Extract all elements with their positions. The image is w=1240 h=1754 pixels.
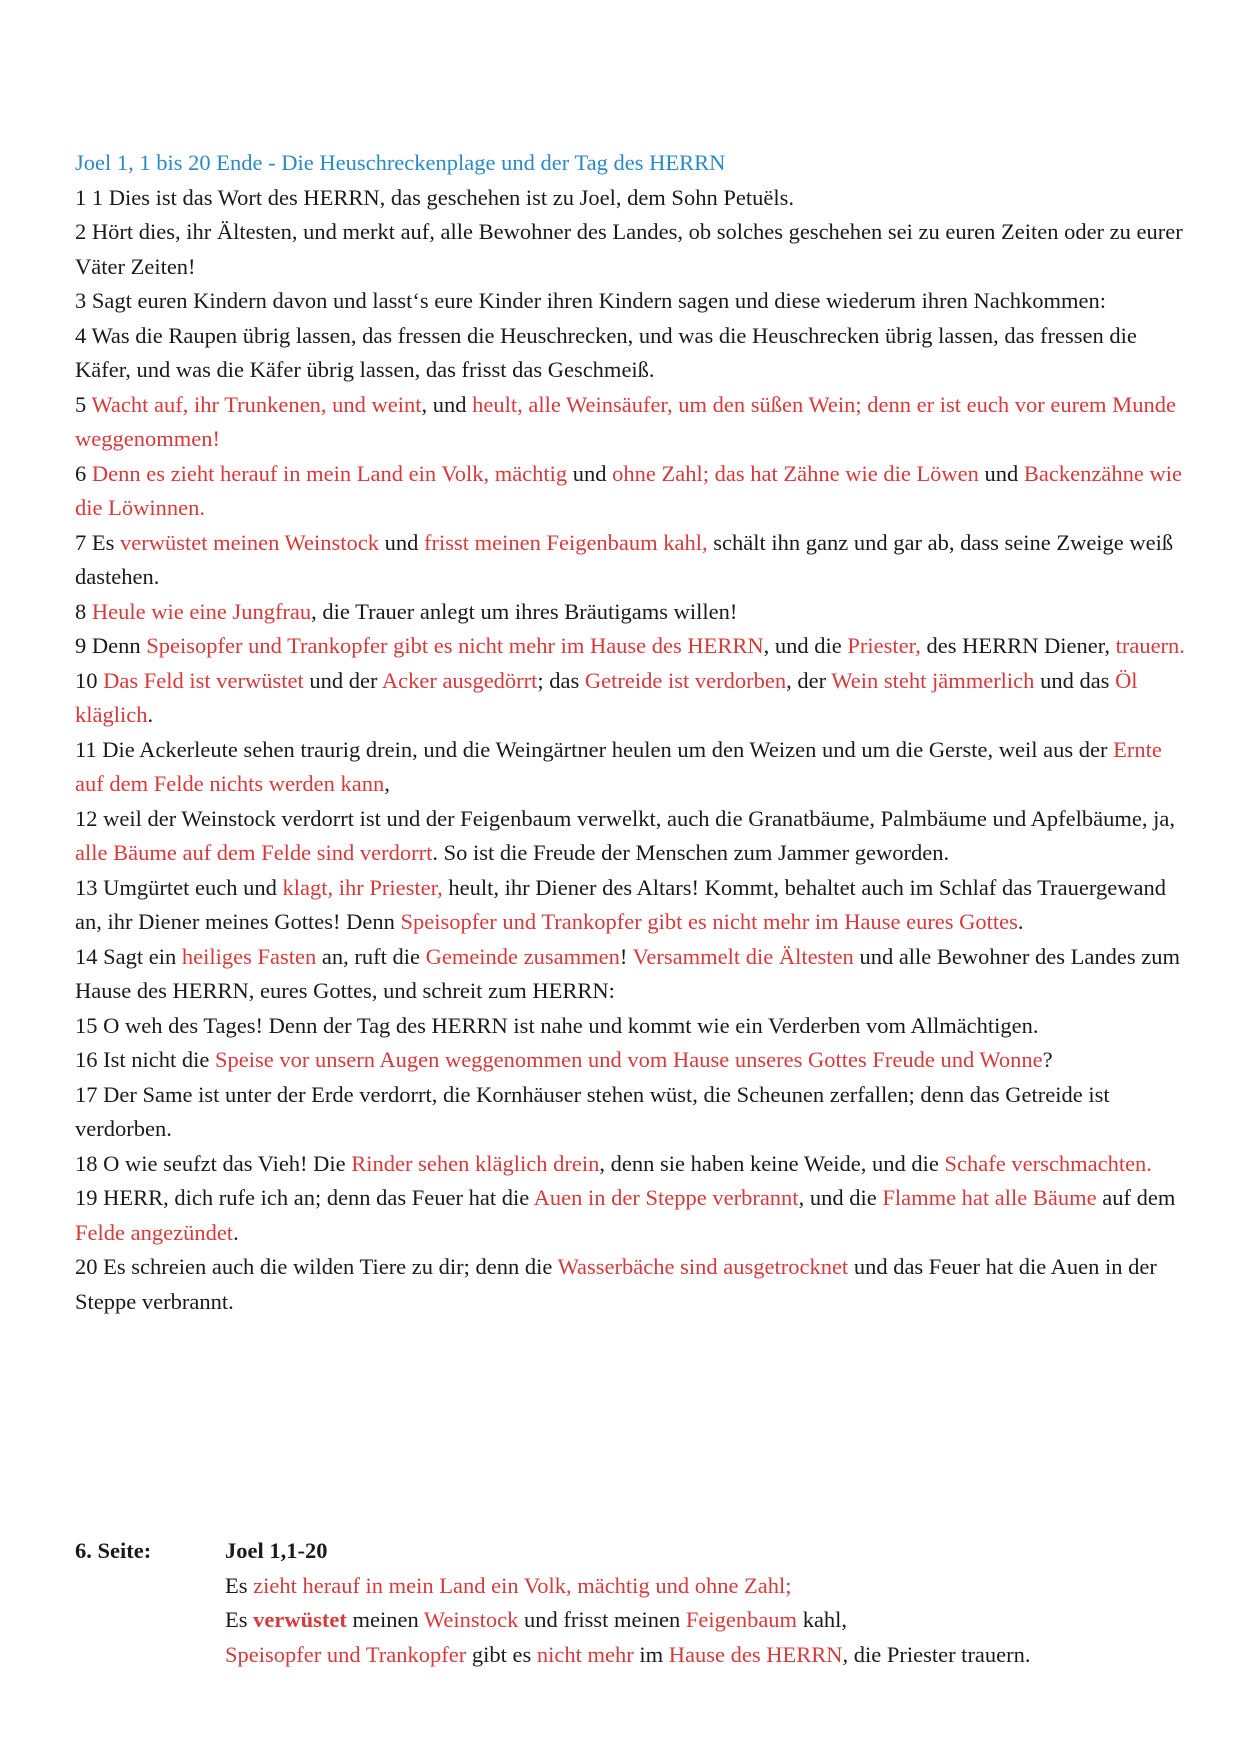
highlighted-text: ohne Zahl; das hat Zähne wie die Löwen	[612, 460, 979, 486]
text-segment: ; das	[537, 667, 585, 693]
page-label: 6. Seite:	[75, 1538, 152, 1563]
text-segment: , und die	[798, 1185, 883, 1210]
text-segment: 1 1 Dies ist das Wort des HERRN, das geschehen ist zu Joel, dem Sohn Petuëls.	[75, 184, 794, 210]
text-segment: und	[378, 529, 424, 555]
highlighted-text: verwüstet	[253, 1607, 347, 1632]
verse-13	[75, 871, 1185, 940]
summary-line-1	[225, 1569, 1031, 1604]
highlighted-text: Denn es zieht herauf in mein Land ein Volk, mächtig	[91, 460, 568, 486]
highlighted-text: alle Bäume auf dem Felde sind verdorrt	[75, 840, 433, 865]
verse-5	[75, 388, 1185, 457]
highlighted-text: Speisopfer und Trankopfer gibt es nicht mehr im Hause des HERRN	[146, 633, 764, 658]
verse-4	[75, 319, 1185, 388]
highlighted-text: Ernte auf dem Felde nichts werden kann	[75, 736, 1162, 796]
text-segment: heult, ihr Diener des Altars! Kommt, behaltet auch im Schlaf das Trauergewand an, ihr Diener meines Gottes! Denn	[75, 874, 1166, 934]
text-segment: und	[978, 460, 1024, 486]
verse-7	[75, 526, 1185, 595]
document-body	[75, 146, 1185, 1319]
text-segment: .	[147, 702, 154, 727]
text-segment: , denn sie haben keine Weide, und die	[599, 1150, 945, 1176]
text-segment: und das Feuer hat die Auen in der Steppe verbrannt.	[75, 1254, 1157, 1314]
text-segment: und das	[1034, 667, 1116, 693]
text-segment: Es	[225, 1572, 254, 1598]
text-segment: 10	[75, 667, 104, 693]
text-segment: schält ihn ganz und gar ab, dass seine Zweige weiß dastehen.	[75, 529, 1174, 589]
text-segment: gibt es	[466, 1641, 537, 1667]
highlighted-text: Speise vor unsern Augen weggenommen und vom Hause unseres Gottes Freude und Wonne	[214, 1047, 1043, 1072]
text-segment: 3 Sagt euren Kindern davon und lasst‘s eure Kinder ihren Kindern sagen und diese wiederum ihren Nachkommen:	[75, 288, 1106, 313]
verse-1	[75, 181, 1185, 216]
verse-9	[75, 629, 1185, 664]
verse-2	[75, 215, 1185, 284]
summary-lines	[225, 1569, 1031, 1673]
text-segment: ,	[384, 771, 390, 796]
text-segment: im	[633, 1641, 669, 1667]
highlighted-text: Getreide ist verdorben	[584, 667, 787, 693]
verse-19	[75, 1181, 1185, 1250]
verse-14	[75, 940, 1185, 1009]
highlighted-text: Heule wie eine Jungfrau	[91, 598, 312, 624]
text-segment: 18 O wie seufzt das Vieh! Die	[75, 1150, 352, 1176]
verse-list	[75, 181, 1185, 1320]
highlighted-text: nicht mehr	[536, 1641, 634, 1667]
text-segment: , der	[786, 667, 832, 693]
text-segment: 7 Es	[75, 529, 120, 555]
text-segment: 17 Der Same ist unter der Erde verdorrt, die Kornhäuser stehen wüst, die Scheunen zerfallen; denn das Getreide ist verdorben.	[75, 1081, 1110, 1141]
verse-3	[75, 284, 1185, 319]
text-segment: .	[233, 1219, 239, 1245]
text-segment: !	[619, 943, 633, 969]
verse-20	[75, 1250, 1185, 1319]
highlighted-text: Hause des HERRN	[668, 1641, 843, 1667]
highlighted-text: heiliges Fasten	[181, 943, 317, 969]
highlighted-text: verwüstet meinen Weinstock	[120, 529, 379, 555]
text-segment: und alle Bewohner des Landes zum Hause des HERRN, eures Gottes, und schreit zum HERRN:	[75, 943, 1180, 1003]
highlighted-text: Felde angezündet	[75, 1219, 234, 1245]
text-segment: 5	[75, 391, 92, 417]
summary-line-3	[225, 1638, 1031, 1673]
text-segment: Es	[225, 1607, 254, 1632]
text-segment: 15 O weh des Tages! Denn der Tag des HERRN ist nahe und kommt wie ein Verderben vom Allmächtigen.	[75, 1012, 1039, 1038]
text-segment: 19 HERR, dich rufe ich an; denn das Feuer hat die	[75, 1185, 534, 1210]
text-segment: meinen	[346, 1607, 424, 1632]
text-segment: 13 Umgürtet euch und	[75, 874, 283, 900]
highlighted-text: Backenzähne wie die Löwinnen.	[75, 460, 1182, 520]
text-segment: , und die	[763, 633, 848, 658]
text-segment: ?	[1042, 1047, 1053, 1072]
highlighted-text: zieht herauf in mein Land ein Volk, mächtig und ohne Zahl;	[253, 1572, 792, 1598]
highlighted-text: heult, alle Weinsäufer, um den süßen Wein; denn er ist euch vor eurem Munde weggenommen!	[75, 391, 1176, 451]
highlighted-text: Priester,	[847, 633, 921, 658]
summary-line-2	[225, 1603, 1031, 1638]
highlighted-text: Acker ausgedörrt	[381, 667, 538, 693]
highlighted-text: Schafe verschmachten.	[944, 1150, 1152, 1176]
highlighted-text: Auen in der Steppe verbrannt	[533, 1185, 799, 1210]
text-segment: 14 Sagt ein	[75, 943, 182, 969]
highlighted-text: Flamme hat alle Bäume	[882, 1185, 1097, 1210]
text-segment: kahl,	[797, 1607, 848, 1632]
highlighted-text: Speisopfer und Trankopfer	[225, 1641, 467, 1667]
summary-block	[225, 1534, 1031, 1672]
highlighted-text: Wein steht jämmerlich	[831, 667, 1035, 693]
highlighted-text: Feigenbaum	[685, 1607, 798, 1632]
text-segment: 2 Hört dies, ihr Ältesten, und merkt auf, alle Bewohner des Landes, ob solches geschehen sei zu euren Zeiten oder zu eurer Väter Zeiten!	[75, 219, 1183, 279]
text-segment: und frisst meinen	[518, 1607, 686, 1632]
text-segment: , und	[421, 391, 473, 417]
verse-11	[75, 733, 1185, 802]
highlighted-text: Rinder sehen kläglich drein	[351, 1150, 600, 1176]
highlighted-text: Versammelt die Ältesten	[632, 943, 854, 969]
verse-15	[75, 1009, 1185, 1044]
text-segment: 4 Was die Raupen übrig lassen, das fressen die Heuschrecken, und was die Heuschrecken übrig lassen, das fressen die Käfer, und was die Käfer übrig lassen, das frisst das Geschmeiß.	[75, 322, 1137, 382]
highlighted-text: Wacht auf, ihr Trunkenen, und weint	[91, 391, 422, 417]
verse-12	[75, 802, 1185, 871]
text-segment: auf dem	[1096, 1185, 1176, 1210]
reference: Joel 1,1-20	[225, 1538, 328, 1563]
highlighted-text: klagt, ihr Priester,	[282, 874, 443, 900]
text-segment: und	[567, 460, 613, 486]
highlighted-text: Weinstock	[423, 1607, 519, 1632]
text-segment: 8	[75, 598, 92, 624]
verse-8	[75, 595, 1185, 630]
highlighted-text: Öl kläglich	[75, 667, 1138, 727]
highlighted-text: Speisopfer und Trankopfer gibt es nicht mehr im Hause eures Gottes	[400, 909, 1018, 934]
verse-6	[75, 457, 1185, 526]
text-segment: . So ist die Freude der Menschen zum Jammer geworden.	[432, 840, 950, 865]
document-title: Joel 1, 1 bis 20 Ende - Die Heuschreckenplage und der Tag des HERRN	[75, 150, 726, 175]
text-segment: 9 Denn	[75, 633, 147, 658]
text-segment: .	[1017, 909, 1024, 934]
text-segment: 12 weil der Weinstock verdorrt ist und der Feigenbaum verwelkt, auch die Granatbäume, Palmbäume und Apfelbäume, ja,	[75, 805, 1175, 831]
verse-17	[75, 1078, 1185, 1147]
text-segment: und der	[303, 667, 382, 693]
highlighted-text: trauern.	[1115, 633, 1185, 658]
verse-18	[75, 1147, 1185, 1182]
highlighted-text: Das Feld ist verwüstet	[103, 667, 304, 693]
text-segment: an, ruft die	[316, 943, 426, 969]
text-segment: des HERRN Diener,	[920, 633, 1116, 658]
text-segment: 16 Ist nicht die	[75, 1047, 215, 1072]
verse-16	[75, 1043, 1185, 1078]
text-segment: 20 Es schreien auch die wilden Tiere zu dir; denn die	[75, 1254, 558, 1279]
highlighted-text: Gemeinde zusammen	[425, 943, 620, 969]
text-segment: , die Priester trauern.	[842, 1641, 1031, 1667]
text-segment: 6	[75, 460, 92, 486]
highlighted-text: Wasserbäche sind ausgetrocknet	[557, 1254, 849, 1279]
highlighted-text: frisst meinen Feigenbaum kahl,	[423, 529, 708, 555]
text-segment: 11 Die Ackerleute sehen traurig drein, und die Weingärtner heulen um den Weizen und um die Gerste, weil aus der	[75, 736, 1114, 762]
verse-10	[75, 664, 1185, 733]
text-segment: , die Trauer anlegt um ihres Bräutigams willen!	[311, 598, 738, 624]
